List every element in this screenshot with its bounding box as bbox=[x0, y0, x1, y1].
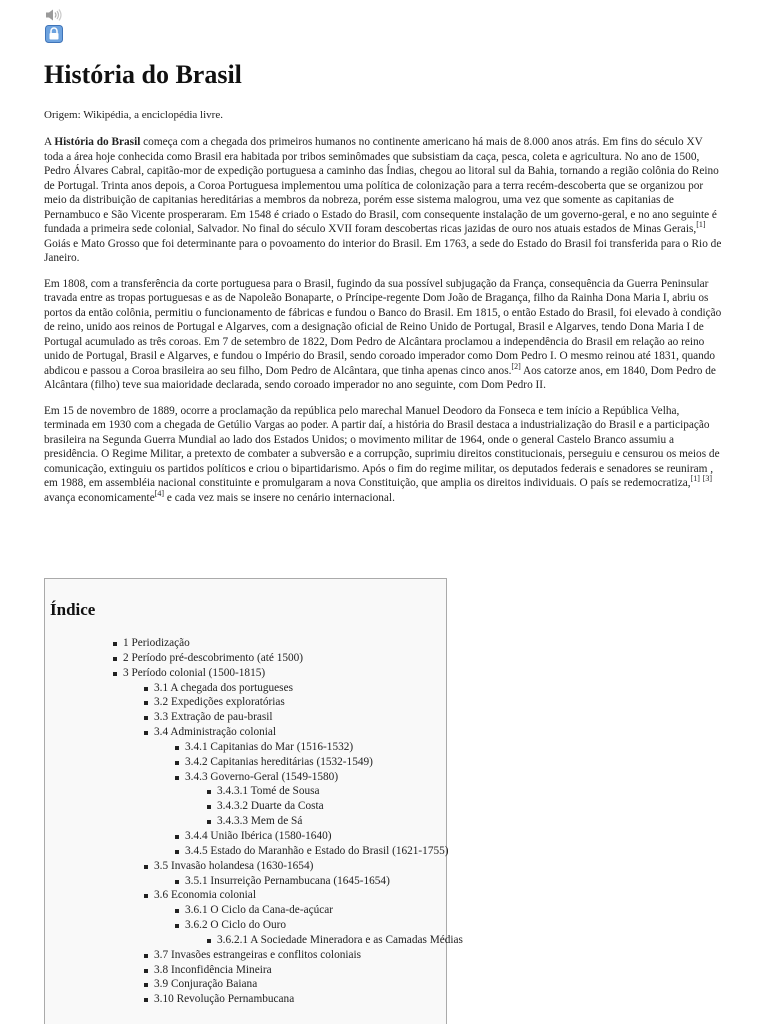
bullet-icon bbox=[175, 761, 179, 765]
toc-item-label[interactable]: 3.4.3.2 Duarte da Costa bbox=[217, 800, 324, 813]
table-of-contents bbox=[44, 578, 463, 1024]
paragraph-intro bbox=[44, 135, 724, 266]
paragraph-empire bbox=[44, 277, 724, 393]
toc-item[interactable] bbox=[45, 918, 445, 933]
toc-item[interactable] bbox=[45, 948, 445, 963]
toc-item[interactable] bbox=[45, 799, 445, 814]
bullet-icon bbox=[113, 672, 117, 676]
bullet-icon bbox=[175, 880, 179, 884]
text: Aos catorze anos, em 1840, Dom Pedro de Alcântara (filho) teve sua maioridade declarada, sendo coroado imperador no ano seguinte, com Dom Pedro II. bbox=[44, 364, 716, 391]
bullet-icon bbox=[113, 657, 117, 661]
text: Em 15 de novembro de 1889, ocorre a proclamação da república pelo marechal Manuel Deodoro da Fonseca e tem início a República Velha, terminada em 1930 com a chegada de Getúlio Vargas ao poder. A partir daí, a história do Brasil destaca a industrialização do Brasil e a participação brasileira na Segunda Guerra Mundial ao lado dos Estados Unidos; o movimento militar de 1964, onde o general Castelo Branco assumiu a presidência. O Regime Militar, a pretexto de combater a subversão e a corrupção, suprimiu direitos constitucionais, perseguiu e censurou os meios de comunicação, extinguiu os partidos políticos e criou o bipartidarismo. Após o fim do regime militar, os deputados federais e senadores se reuniram , em 1988, em assembléia nacional constituinte e promulgaram a nova Constituição, que amplia os direitos individuais. O país se redemocratiza, bbox=[44, 404, 720, 489]
bullet-icon bbox=[144, 701, 148, 705]
bullet-icon bbox=[207, 805, 211, 809]
bullet-icon bbox=[175, 776, 179, 780]
reference-link[interactable]: [1] bbox=[690, 474, 700, 484]
toc-item[interactable] bbox=[45, 740, 445, 755]
toc-item-label[interactable]: 3.4 Administração colonial bbox=[154, 726, 277, 739]
bullet-icon bbox=[144, 865, 148, 869]
reference-link[interactable]: [4] bbox=[154, 488, 165, 498]
toc-item[interactable] bbox=[45, 666, 445, 681]
bullet-icon bbox=[175, 835, 179, 839]
toc-item-label[interactable]: 3.4.5 Estado do Maranhão e Estado do Brasil (1621-1755) bbox=[185, 844, 449, 857]
toc-item-label[interactable]: 3.4.4 União Ibérica (1580-1640) bbox=[185, 829, 332, 842]
lock-icon[interactable] bbox=[45, 25, 63, 43]
text: avança economicamente bbox=[44, 491, 155, 504]
toc-item-label[interactable]: 3.9 Conjuração Baiana bbox=[154, 978, 258, 991]
toc-item-label[interactable]: 3.2 Expedições exploratórias bbox=[154, 696, 285, 709]
text: começa com a chegada dos primeiros humanos no continente americano há mais de 8.000 anos atrás. Em fins do século XV toda a área hoje conhecida como Brasil era habitada por tribos seminômades que subsistiam da caça, pesca, coleta e agricultura. No ano de 1500, Pedro Álvares Cabral, capitão-mor de expedição portuguesa a caminho das Índias, chegou ao litoral sul da Bahia, tornando a região colônia do Reino de Portugal. Trinta anos depois, a Coroa Portuguesa implementou uma política de colonização para a terra recém-descoberta que se organizou por meio da distribuição de capitanias hereditárias a membros da nobreza, porém esse sistema malogrou, uma vez que somente as capitanias de Pernambuco e São Vicente prosperaram. Em 1548 é criado o Estado do Brasil, com consequente instalação de um governo-geral, e no ano seguinte é fundada a primeira sede colonial, Salvador. No final do século XVII foram descobertas ricas jazidas de ouro nos atuais estados de Minas Gerais, bbox=[44, 136, 719, 235]
toc-item-label[interactable]: 3.10 Revolução Pernambucana bbox=[154, 993, 295, 1006]
toc-item[interactable] bbox=[45, 695, 445, 710]
toc-item-label[interactable]: 3.4.1 Capitanias do Mar (1516-1532) bbox=[185, 740, 354, 753]
origin-note: Origem: Wikipédia, a enciclopédia livre. bbox=[44, 109, 223, 121]
bullet-icon bbox=[144, 716, 148, 720]
toc-title: Índice bbox=[50, 600, 96, 619]
toc-item-label[interactable]: 3.1 A chegada dos portugueses bbox=[154, 681, 293, 694]
bullet-icon bbox=[207, 820, 211, 824]
toc-item-label[interactable]: 3.7 Invasões estrangeiras e conflitos coloniais bbox=[154, 948, 362, 961]
bullet-icon bbox=[207, 790, 211, 794]
bullet-icon bbox=[175, 909, 179, 913]
toc-item[interactable] bbox=[45, 903, 445, 918]
header-icons bbox=[45, 8, 67, 43]
toc-item-label[interactable]: 3.4.2 Capitanias hereditárias (1532-1549) bbox=[185, 755, 373, 768]
toc-item-label[interactable]: 3.8 Inconfidência Mineira bbox=[154, 963, 272, 976]
toc-item[interactable] bbox=[45, 710, 445, 725]
toc-item-label[interactable]: 3 Período colonial (1500-1815) bbox=[123, 666, 266, 679]
bullet-icon bbox=[144, 998, 148, 1002]
toc-item[interactable] bbox=[45, 829, 445, 844]
toc-item-label[interactable]: 3.5 Invasão holandesa (1630-1654) bbox=[154, 859, 314, 872]
bullet-icon bbox=[207, 939, 211, 943]
toc-item-label[interactable]: 1 Periodização bbox=[123, 637, 190, 649]
toc-item-label[interactable]: 3.6.2.1 A Sociedade Mineradora e as Camadas Médias bbox=[217, 933, 463, 946]
bullet-icon bbox=[175, 850, 179, 854]
toc-item[interactable] bbox=[45, 651, 445, 666]
toc-item[interactable] bbox=[45, 755, 445, 770]
bullet-icon bbox=[175, 746, 179, 750]
bullet-icon bbox=[144, 969, 148, 973]
reference-link[interactable]: [1] bbox=[696, 220, 706, 230]
toc-item-label[interactable]: 3.4.3.1 Tomé de Sousa bbox=[217, 785, 320, 798]
toc-item[interactable] bbox=[45, 963, 445, 978]
toc-item[interactable] bbox=[45, 770, 445, 785]
toc-item-label[interactable]: 2 Período pré-descobrimento (até 1500) bbox=[123, 651, 304, 664]
toc-item[interactable] bbox=[45, 784, 445, 799]
article-body bbox=[44, 135, 724, 516]
toc-item-label[interactable]: 3.6 Economia colonial bbox=[154, 889, 256, 902]
page-title: História do Brasil bbox=[44, 60, 242, 89]
text: A bbox=[44, 136, 55, 148]
toc-item-label[interactable]: 3.6.1 O Ciclo da Cana-de-açúcar bbox=[185, 904, 334, 917]
paragraph-republic bbox=[44, 404, 724, 506]
toc-item[interactable] bbox=[45, 933, 463, 948]
toc-item[interactable] bbox=[45, 859, 445, 874]
toc-item[interactable] bbox=[45, 977, 445, 992]
reference-link[interactable]: [3] bbox=[702, 474, 713, 484]
bullet-icon bbox=[175, 924, 179, 928]
text: Goiás e Mato Grosso que foi determinante para o povoamento do interior do Brasil. Em 1763, a sede do Estado do Brasil foi transferida para o Rio de Janeiro. bbox=[44, 237, 722, 264]
toc-item-label[interactable]: 3.4.3 Governo-Geral (1549-1580) bbox=[185, 770, 339, 783]
toc-item[interactable] bbox=[45, 844, 449, 859]
text: Em 1808, com a transferência da corte portuguesa para o Brasil, fugindo da sua possível subjugação da França, consequência da Guerra Peninsular travada entre as tropas portuguesas e as de Napoleão Bonaparte, o Príncipe-regente Dom João de Bragança, filho da Rainha Dona Maria I, abriu os portos da então colônia, permitiu o funcionamento de fábricas e fundou o Banco do Brasil. Em 1815, o então Estado do Brasil, foi elevado à condição de reino, unido aos reinos de Portugal e Algarves, com a designação oficial de Reino Unido de Portugal, Brasil e Algarves, tendo Dona Maria I de Portugal acumulado as três coroas. Em 7 de setembro de 1822, Dom Pedro de Alcântara proclamou a independência do Brasil em relação ao reino unido de Portugal, Brasil e Algarves, e fundou o Império do Brasil, sendo coroado imperador como Dom Pedro I. O mesmo reinou até 1831, quando abdicou e passou a Coroa brasileira ao seu filho, Dom Pedro de Alcântara, que tinha apenas cinco anos. bbox=[44, 277, 722, 377]
speaker-icon[interactable] bbox=[45, 8, 63, 22]
bold-term: História do Brasil bbox=[54, 136, 141, 148]
reference-link[interactable]: [2] bbox=[511, 361, 521, 371]
toc-item-label[interactable]: 3.6.2 O Ciclo do Ouro bbox=[185, 919, 287, 932]
toc-item[interactable] bbox=[45, 888, 445, 903]
toc-item-label[interactable]: 3.4.3.3 Mem de Sá bbox=[217, 815, 303, 828]
toc-item[interactable] bbox=[45, 874, 445, 889]
bullet-icon bbox=[144, 983, 148, 987]
bullet-icon bbox=[144, 687, 148, 691]
toc-item-label[interactable]: 3.5.1 Insurreição Pernambucana (1645-1654) bbox=[185, 874, 390, 887]
toc-item[interactable] bbox=[45, 725, 445, 740]
bullet-icon bbox=[144, 731, 148, 735]
toc-list bbox=[45, 636, 463, 1007]
bullet-icon bbox=[113, 642, 117, 646]
toc-item[interactable] bbox=[45, 681, 445, 696]
toc-item[interactable] bbox=[45, 636, 445, 651]
toc-item[interactable] bbox=[45, 992, 445, 1007]
bullet-icon bbox=[144, 954, 148, 958]
toc-item[interactable] bbox=[45, 814, 445, 829]
bullet-icon bbox=[144, 894, 148, 898]
toc-item-label[interactable]: 3.3 Extração de pau-brasil bbox=[154, 711, 273, 724]
text: e cada vez mais se insere no cenário internacional. bbox=[164, 491, 395, 504]
